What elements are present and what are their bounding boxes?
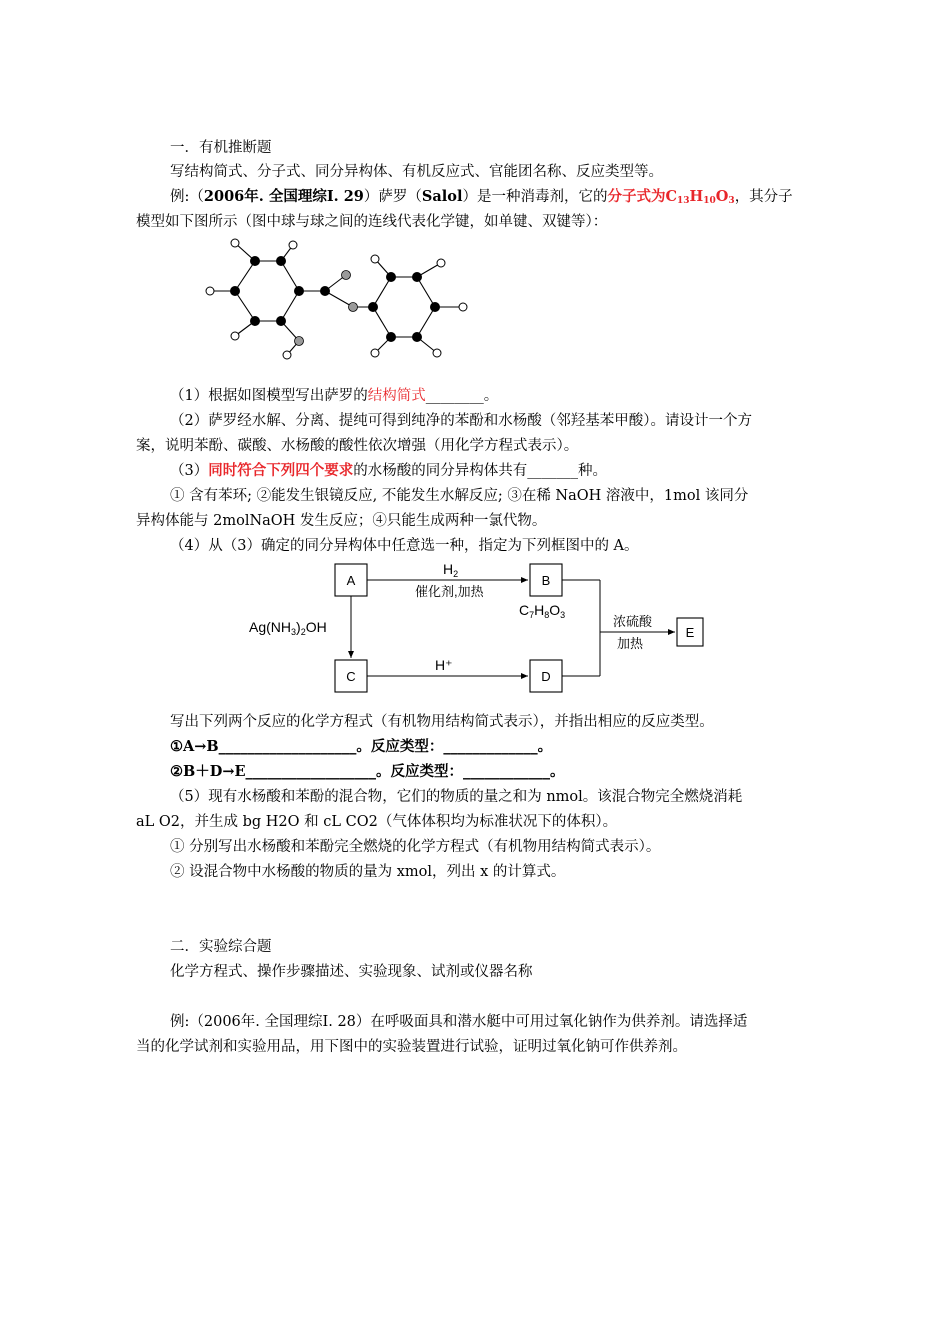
label-c: C xyxy=(346,669,356,684)
section1-heading: 一．有机推断题 xyxy=(170,140,272,156)
example2-line2: 当的化学试剂和实验用品，用下图中的实验装置进行试验，证明过氧化钠可作供养剂。 xyxy=(136,1039,687,1055)
reagent-h2: $H_2$ xyxy=(443,561,459,579)
section1-intro: 写结构简式、分子式、同分异构体、有机反应式、官能团名称、反应类型等。 xyxy=(170,164,663,180)
question-2-line2: 案，说明苯酚、碳酸、水杨酸的酸性依次增强（用化学方程式表示）。 xyxy=(136,438,579,454)
label-b: B xyxy=(541,573,551,588)
question-5-sub2: ② 设混合物中水杨酸的物质的量为 xmol，列出 x 的计算式。 xyxy=(170,864,566,880)
question-5-line1: （5）现有水杨酸和苯酚的混合物，它们的物质的量之和为 nmol。该混合物完全燃烧消耗 xyxy=(170,789,743,805)
reagent-silver-ammonia: $Ag(NH_3)_2OH$ xyxy=(249,619,327,637)
question-4-text: 写出下列两个反应的化学方程式（有机物用结构简式表示），并指出相应的反应类型。 xyxy=(170,714,714,730)
question-1: （1）根据如图模型写出萨罗的结构简式________。 xyxy=(170,388,499,404)
section2-intro: 化学方程式、操作步骤描述、实验现象、试剂或仪器名称 xyxy=(170,964,533,980)
reagent-catalyst: 催化剂,加热 xyxy=(415,584,484,599)
example2-line1: 例:（2006年. 全国理综I. 28）在呼吸面具和潜水艇中可用过氧化钠作为供养剂。请选择适 xyxy=(170,1014,748,1030)
question-5-line2: aL O2，并生成 bg H2O 和 cL CO2（气体体积均为标准状况下的体积）。 xyxy=(136,814,618,830)
question-3-requirements-line2: 异构体能与 2molNaOH 发生反应；④只能生成两种一氯代物。 xyxy=(136,513,547,529)
reagent-heat: 加热 xyxy=(617,636,644,651)
section2-heading: 二．实验综合题 xyxy=(170,939,272,955)
label-a: A xyxy=(346,573,356,588)
reagent-conc-sulfuric: 浓硫酸 xyxy=(613,614,653,629)
question-4-part2: ②B＋D→E__________________。反应类型：____________。 xyxy=(170,763,565,780)
question-4-part1: ①A→B___________________。反应类型：_____________。 xyxy=(170,738,553,755)
question-5-sub1: ① 分别写出水杨酸和苯酚完全燃烧的化学方程式（有机物用结构简式表示）。 xyxy=(170,839,661,855)
question-3: （3）同时符合下列四个要求的水杨酸的同分异构体共有_______种。 xyxy=(170,462,607,479)
b-formula: $C_7H_8O_3$ xyxy=(519,602,566,620)
label-d: D xyxy=(541,669,551,684)
label-e: E xyxy=(685,625,695,640)
question-2-line1: （2）萨罗经水解、分离、提纯可得到纯净的苯酚和水杨酸（邻羟基苯甲酸）。请设计一个方 xyxy=(170,413,752,429)
question-3-requirements-line1: ① 含有苯环; ②能发生银镜反应, 不能发生水解反应; ③在稀 NaOH 溶液中，1mol 该同分 xyxy=(170,488,749,504)
question-4: （4）从（3）确定的同分异构体中任意选一种，指定为下列框图中的 A。 xyxy=(170,538,639,554)
example1-line2: 模型如下图所示（图中球与球之间的连线代表化学键，如单键、双键等）： xyxy=(136,214,608,230)
salol-molecule-model xyxy=(195,233,485,368)
reagent-hplus: H⁺ xyxy=(435,657,453,673)
reaction-flowchart xyxy=(245,560,720,695)
example1-line1: 例:（2006年. 全国理综I. 29）萨罗（Salol）是一种消毒剂，它的分子式为$C_{13}H_{10}O_3$，其分子 xyxy=(170,188,793,206)
